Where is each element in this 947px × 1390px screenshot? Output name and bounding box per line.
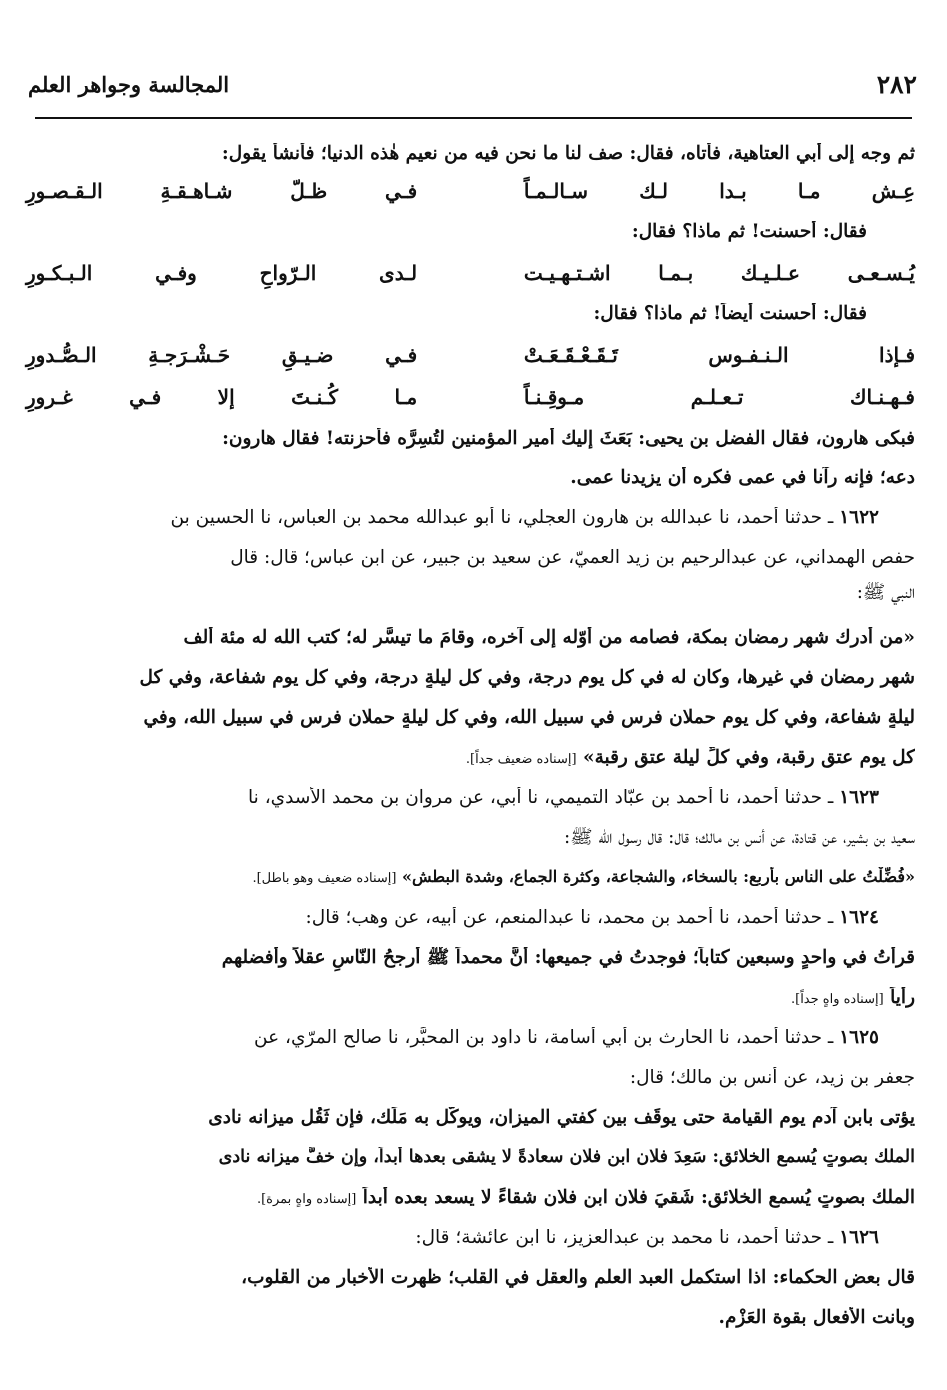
hadith-isnad-line: ١٦٢٢ ـ حدثنا أحمد، نا عبدالله بن هارون العجلي، نا أبو عبدالله محمد بن العباس، نا الحسين بن: [170, 507, 879, 528]
text-line: جعفر بن زيد، عن أنس بن مالك؛ قال:: [629, 1067, 915, 1088]
text-line: ثم وجه إلى أبي العتاهية، فأتاه، فقال: صف لنا ما نحن فيه من نعيم هٰذه الدنيا؛ فأنشأ يقول:: [221, 143, 915, 164]
page-header: [28, 62, 917, 106]
text-line: الملك بصوتٍ يُسمع الخلائق: شَقيَ فلان ابن فلان شقاءً لا يسعد بعده أبداً [إسناده واهٍ بمرة].: [256, 1187, 915, 1208]
verse-second-hemistich: فـي ظـلّ شـاهـقـةِ الـقـصـورِ: [26, 179, 418, 203]
hadith-number: ١٦٢٤: [839, 907, 879, 928]
grading-note: [إسناده ضعيف وهو باطل].: [252, 871, 397, 886]
text-line: النبي ﷺ:: [856, 582, 915, 603]
text-line: يؤتى بابن آدم يوم القيامة حتى يوقَف بين كفتي الميزان، ويوكَّل به مَلَك، فإن ثَقُل ميزانه نادى: [208, 1107, 915, 1128]
text-line: فقال: أحسنت! ثم ماذا؟ فقال:: [631, 221, 867, 242]
text-line: «من أدرك شهر رمضان بمكة، فصامه من أوّله إلى آخره، وقامَ ما تيسَّر له؛ كتب الله له مئة ألف: [183, 627, 915, 648]
text-line: سعيد بن بشير، عن قتادة، عن أنس بن مالك؛ قال: قال رسول الله ﷺ:: [564, 827, 915, 848]
hadith-number: ١٦٢٥: [839, 1027, 879, 1048]
verse-line: [26, 261, 915, 285]
text-line: وبانت الأفعال بقوة العَزْم.: [718, 1307, 915, 1328]
verse-line: [26, 385, 915, 409]
text-line: الملك بصوتٍ يُسمع الخلائق: سَعِدَ فلان ابن فلان سعادةً لا يشقى بعدها أبداً، وإن خفَّ ميزانه نادى: [218, 1147, 915, 1167]
text-line: فقال: أحسنت أيضاً! ثم ماذا؟ فقال:: [593, 303, 867, 324]
hadith-isnad-line: ١٦٢٦ ـ حدثنا أحمد، نا محمد بن عبدالعزيز، نا ابن عائشة؛ قال:: [415, 1227, 879, 1248]
verse-line: [26, 343, 915, 367]
grading-note: [إسناده ضعيف جداً].: [465, 752, 577, 767]
grading-note: [إسناده واهٍ جداً].: [790, 992, 884, 1007]
text-line: شهر رمضان في غيرها، وكان له في كل يومٍ درجة، وفي كل ليلةٍ درجة، وفي كل يومٍ شفاعة، وفي كل: [139, 667, 915, 688]
grading-note: [إسناده واهٍ بمرة].: [256, 1192, 357, 1207]
hadith-isnad-line: ١٦٢٤ ـ حدثنا أحمد، نا أحمد بن محمد، نا عبدالمنعم، عن أبيه، عن وهب؛ قال:: [305, 907, 879, 928]
text-line: دعه؛ فإنه رآنا في عمى فكره أن يزيدنا عمى.: [570, 467, 915, 488]
header-rule: [35, 117, 912, 119]
verse-second-hemistich: فـي ضـيـقِ حَـشْـرَجـةِ الـصُّـدورِ: [26, 343, 418, 367]
verse-second-hemistich: مـا كُـنـتَ إلا فـي غـرورِ: [26, 385, 418, 409]
text-line: ليلةٍ شفاعة، وفي كل يوم حملان فرس في سبيل الله، وفي كل ليلةٍ حملان فرسٍ في سبيل الله، وفي: [143, 707, 915, 728]
hadith-number: ١٦٢٣: [839, 787, 879, 808]
text-line: فبكى هارون، فقال الفضل بن يحيى: بَعَثَ إليك أمير المؤمنين لتُسِرَّه فأحزنته! فقال هارون:: [222, 428, 915, 449]
verse-first-hemistich: عِـش مـا بـدا لـك سـالـمـاً: [523, 179, 915, 203]
text-line: رأياً [إسناده واهٍ جداً].: [790, 987, 915, 1008]
page-number: ٢٨٢: [876, 69, 917, 99]
text-line: قال بعض الحكماء: اذا استكمل العبد العلم والعقل في القلب؛ ظهرت الأخبار من القلوب،: [241, 1267, 915, 1288]
verse-line: [26, 179, 915, 203]
text-line: حفص الهمداني، عن عبدالرحيم بن زيد العميّ، عن سعيد بن جبير، عن ابن عباس؛ قال: قال: [230, 547, 915, 568]
verse-first-hemistich: يُـسـعـى عـلـيـك بـمـا اشـتـهـيـت: [523, 261, 915, 285]
hadith-isnad-line: ١٦٢٣ ـ حدثنا أحمد، نا أحمد بن عبّاد التميمي، نا أبي، عن مروان بن محمد الأسدي، نا: [248, 787, 879, 808]
text-line: قرأتُ في واحدٍ وسبعين كتاباً؛ فوجدتُ في جميعها: أنَّ محمداً ﷺ أرجحُ النّاسِ عقلاً وأفضلهم: [221, 947, 915, 968]
hadith-isnad-line: ١٦٢٥ ـ حدثنا أحمد، نا الحارث بن أبي أسامة، نا داود بن المحبَّر، نا صالح المرّي، عن: [254, 1027, 879, 1048]
verse-first-hemistich: فـإذا الـنـفـوس تَـقَـعْـقَـعَـتْ: [523, 343, 915, 367]
text-line: كل يوم عتق رقبة، وفي كلِّ ليلة عتق رقبة» [إسناده ضعيف جداً].: [465, 747, 915, 768]
verse-first-hemistich: فـهـنـاك تـعـلـم مـوقِـنـاً: [523, 385, 915, 409]
verse-second-hemistich: لـدى الـرّواحِ وفـي الـبـكـورِ: [26, 261, 418, 285]
hadith-number: ١٦٢٦: [839, 1227, 879, 1248]
running-title: المجالسة وجواهر العلم: [28, 71, 230, 97]
hadith-number: ١٦٢٢: [839, 507, 879, 528]
text-line: «فُضِّلْتُ على الناس بأربع: بالسخاء، والشجاعة، وكثرة الجماع، وشدة البطش» [إسناده ضعيف وهو باطل].: [252, 867, 915, 886]
